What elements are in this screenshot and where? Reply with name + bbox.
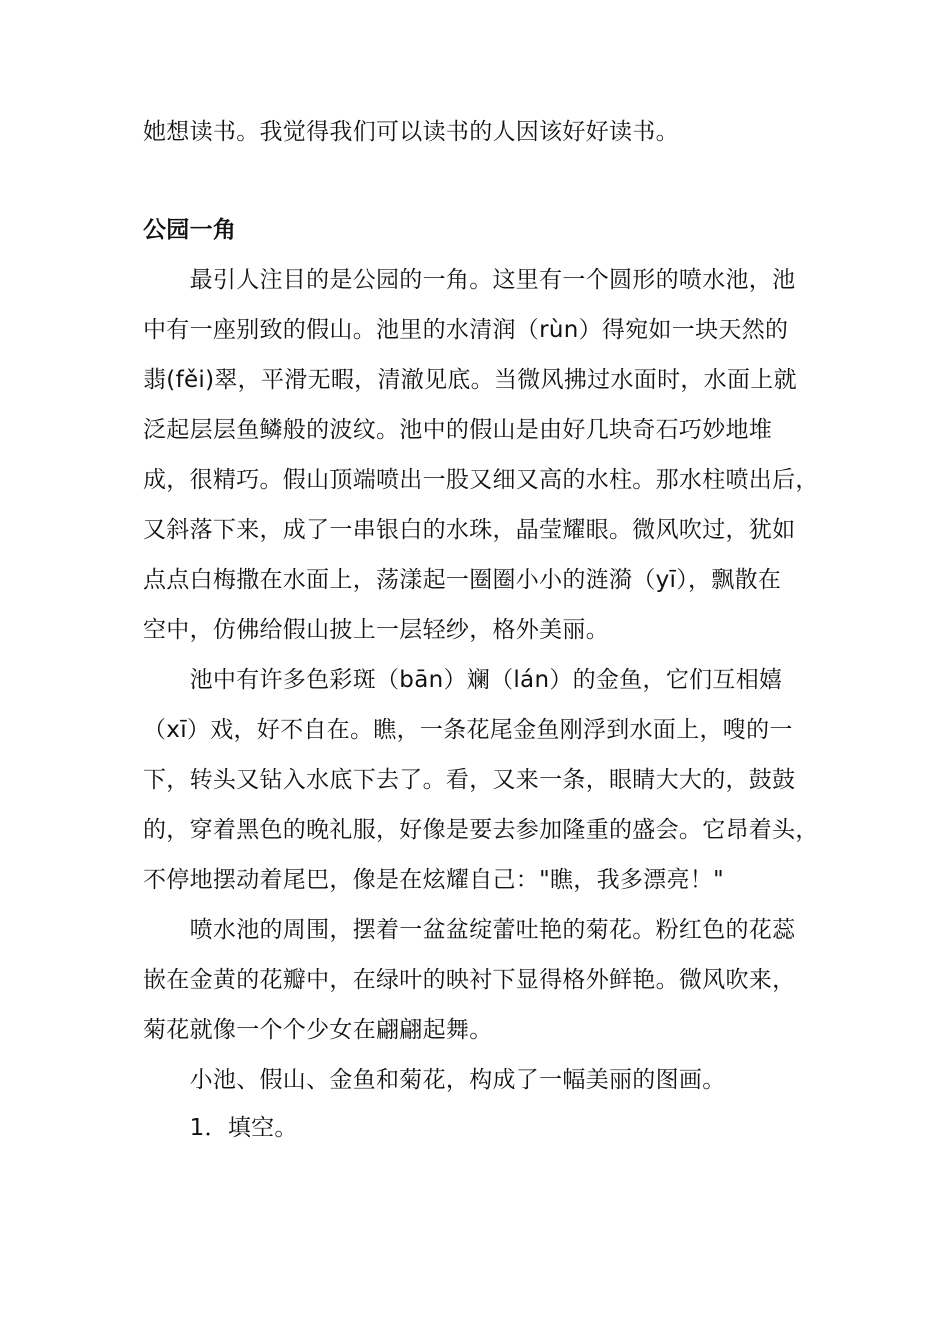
section-title: 公园一角	[143, 217, 237, 243]
paragraph-line: 中有一座别致的假山。池里的水清润（rùn）得宛如一块天然的	[143, 317, 789, 343]
question-line: 1．填空。	[143, 1115, 298, 1141]
paragraph-line: 空中，仿佛给假山披上一层轻纱，格外美丽。	[143, 617, 609, 643]
paragraph-line: 又斜落下来，成了一串银白的水珠，晶莹耀眼。微风吹过，犹如	[143, 517, 796, 543]
paragraph-line: 菊花就像一个个少女在翩翩起舞。	[143, 1017, 493, 1043]
paragraph-line: 小池、假山、金鱼和菊花，构成了一幅美丽的图画。	[143, 1067, 726, 1093]
paragraph-line: 喷水池的周围，摆着一盆盆绽蕾吐艳的菊花。粉红色的花蕊	[143, 917, 796, 943]
paragraph-line: 嵌在金黄的花瓣中，在绿叶的映衬下显得格外鲜艳。微风吹来，	[143, 967, 796, 993]
paragraph-line: 下，转头又钻入水底下去了。看，又来一条，眼睛大大的，鼓鼓	[143, 767, 796, 793]
paragraph-line: 泛起层层鱼鳞般的波纹。池中的假山是由好几块奇石巧妙地堆	[143, 417, 773, 443]
paragraph-line: 的，穿着黑色的晚礼服，好像是要去参加隆重的盛会。它昂着头，	[143, 817, 819, 843]
paragraph-line: （xī）戏，好不自在。瞧，一条花尾金鱼刚浮到水面上，嗖的一	[143, 717, 793, 743]
paragraph-line: 翡(fěi)翠，平滑无暇，清澈见底。当微风拂过水面时，水面上就	[143, 367, 797, 393]
paragraph-line: 池中有许多色彩斑（bān）斓（lán）的金鱼，它们互相嬉	[143, 667, 783, 693]
paragraph-line: 最引人注目的是公园的一角。这里有一个圆形的喷水池，池	[143, 267, 796, 293]
carryover-line: 她想读书。我觉得我们可以读书的人因该好好读书。	[143, 119, 679, 145]
paragraph-line: 点点白梅撒在水面上，荡漾起一圈圈小小的涟漪（yī），飘散在	[143, 567, 782, 593]
paragraph-line: 不停地摆动着尾巴，像是在炫耀自己："瞧，我多漂亮！"	[143, 867, 724, 893]
paragraph-line: 成，很精巧。假山顶端喷出一股又细又高的水柱。那水柱喷出后，	[143, 467, 819, 493]
